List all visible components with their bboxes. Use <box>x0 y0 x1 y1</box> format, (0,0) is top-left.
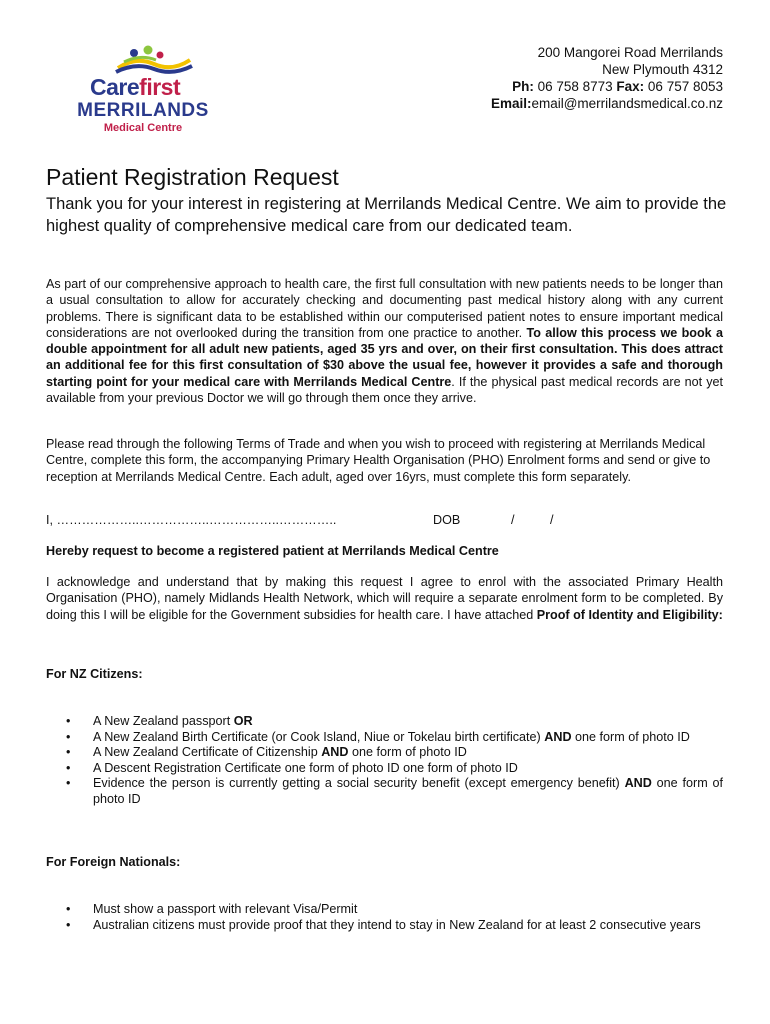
item-emphasis: AND <box>544 729 572 744</box>
email-address: email@merrilandsmedical.co.nz <box>531 96 723 111</box>
logo-medical-centre: Medical Centre <box>103 122 183 134</box>
carefirst-logo <box>77 44 226 136</box>
bullet-icon: • <box>66 729 71 744</box>
practice-address <box>491 44 723 112</box>
email-line <box>491 95 723 112</box>
item-text: A New Zealand Certificate of Citizenship <box>93 745 322 759</box>
item-text-end: one form of photo ID <box>348 745 467 759</box>
phone-fax-line <box>491 78 723 95</box>
logo-brand <box>90 74 180 101</box>
item-text-end: one form of photo ID <box>571 729 690 744</box>
dob-slash-2: / <box>550 513 554 527</box>
foreign-nationals-list <box>46 902 723 933</box>
fax-label: Fax: <box>616 79 645 94</box>
acknowledge-text: I acknowledge and understand that by making this request I agree to enrol with the associated Primary Health Organisation (PHO), namely Midlands Health Network, which will require a separate enrolment form to be completed. By doing this I will be eligible for the Government subsidies for health care. I have attached <box>46 575 723 622</box>
logo-merrilands: MERRILANDS <box>77 100 209 121</box>
list-item <box>46 902 723 918</box>
address-line2: New Plymouth 4312 <box>602 62 723 77</box>
list-item <box>46 730 723 746</box>
logo-first-text: first <box>139 74 181 100</box>
nz-citizens-heading: For NZ Citizens: <box>46 667 143 681</box>
foreign-nationals-heading: For Foreign Nationals: <box>46 855 181 869</box>
request-heading: Hereby request to become a registered patient at Merrilands Medical Centre <box>46 544 499 558</box>
consultation-paragraph <box>46 276 723 406</box>
intro-text: Thank you for your interest in registering at Merrilands Medical Centre. We aim to provide the highest quality of comprehensive medical care from our dedicated team. <box>46 195 727 235</box>
address-line1: 200 Mangorei Road Merrilands <box>537 45 723 60</box>
item-text-end: one form of photo ID <box>93 776 723 806</box>
consultation-text: As part of our comprehensive approach to health care, the first full consultation with new patients needs to be longer than a usual consultation to allow for accurately checking and documenting past medical history along with any current problems. There is significant data to be established within our computerised patient notes to ensure important medical considerations are not overlooked during the transition from one practice to another. <box>46 277 723 340</box>
name-field-line[interactable]: I, ………………..……………..……………..………….. <box>46 513 337 527</box>
bullet-icon: • <box>66 760 71 775</box>
item-text: A Descent Registration Certificate one form of photo ID one form of photo ID <box>93 760 518 775</box>
terms-paragraph: Please read through the following Terms of Trade and when you wish to proceed with registering at Merrilands Medical Centre, complete this form, the accompanying Primary Health Organisation (PHO) Enrolment forms and send or give to reception at Merrilands Medical Centre. Each adult, aged over 16yrs, must complete this form separately. <box>46 437 711 484</box>
phone-label: Ph: <box>512 79 534 94</box>
bullet-icon: • <box>66 714 71 728</box>
item-text: A New Zealand Birth Certificate (or Cook Island, Niue or Tokelau birth certificate) <box>93 729 545 744</box>
bullet-icon: • <box>66 745 71 759</box>
bullet-icon: • <box>66 902 71 916</box>
list-item <box>46 745 723 761</box>
double-appointment-notice: To allow this process we book a double appointment for all adult new patients, aged 35 yrs and over, on their first consultation. This does attract an additional fee for this first consultation of $30 above the usual fee, however it provides a safe and thorough starting point for your medical care with Merrilands Medical Centre <box>46 325 723 389</box>
phone-number: 06 758 8773 <box>533 79 617 94</box>
item-text: Australian citizens must provide proof that they intend to stay in New Zealand for at least 2 consecutive years <box>93 917 701 932</box>
list-item <box>46 761 723 777</box>
page-title: Patient Registration Request <box>46 164 339 190</box>
item-emphasis: OR <box>233 714 253 728</box>
list-item <box>46 918 723 934</box>
logo-care-text: Care <box>90 74 140 100</box>
item-text: Must show a passport with relevant Visa/Permit <box>93 902 358 916</box>
dob-slash-1: / <box>511 513 515 527</box>
item-emphasis: AND <box>624 776 652 790</box>
records-text: . If the physical past medical records are not yet available from your previous Doctor we will go through them once they arrive. <box>46 374 723 406</box>
email-label: Email: <box>490 96 532 111</box>
bullet-icon: • <box>66 776 71 790</box>
list-item <box>46 776 723 807</box>
item-text: Evidence the person is currently getting a social security benefit (except emergency benefit) <box>93 776 625 790</box>
proof-of-identity-label: Proof of Identity and Eligibility: <box>536 607 723 622</box>
acknowledge-paragraph <box>46 574 723 623</box>
nz-citizens-list <box>46 714 723 807</box>
item-emphasis: AND <box>321 745 349 759</box>
item-text: A New Zealand passport <box>93 714 234 728</box>
logo-figures-icon <box>114 44 194 78</box>
bullet-icon: • <box>66 917 71 932</box>
dob-label: DOB <box>433 513 461 527</box>
list-item <box>46 714 723 730</box>
fax-number: 06 757 8053 <box>644 79 723 94</box>
